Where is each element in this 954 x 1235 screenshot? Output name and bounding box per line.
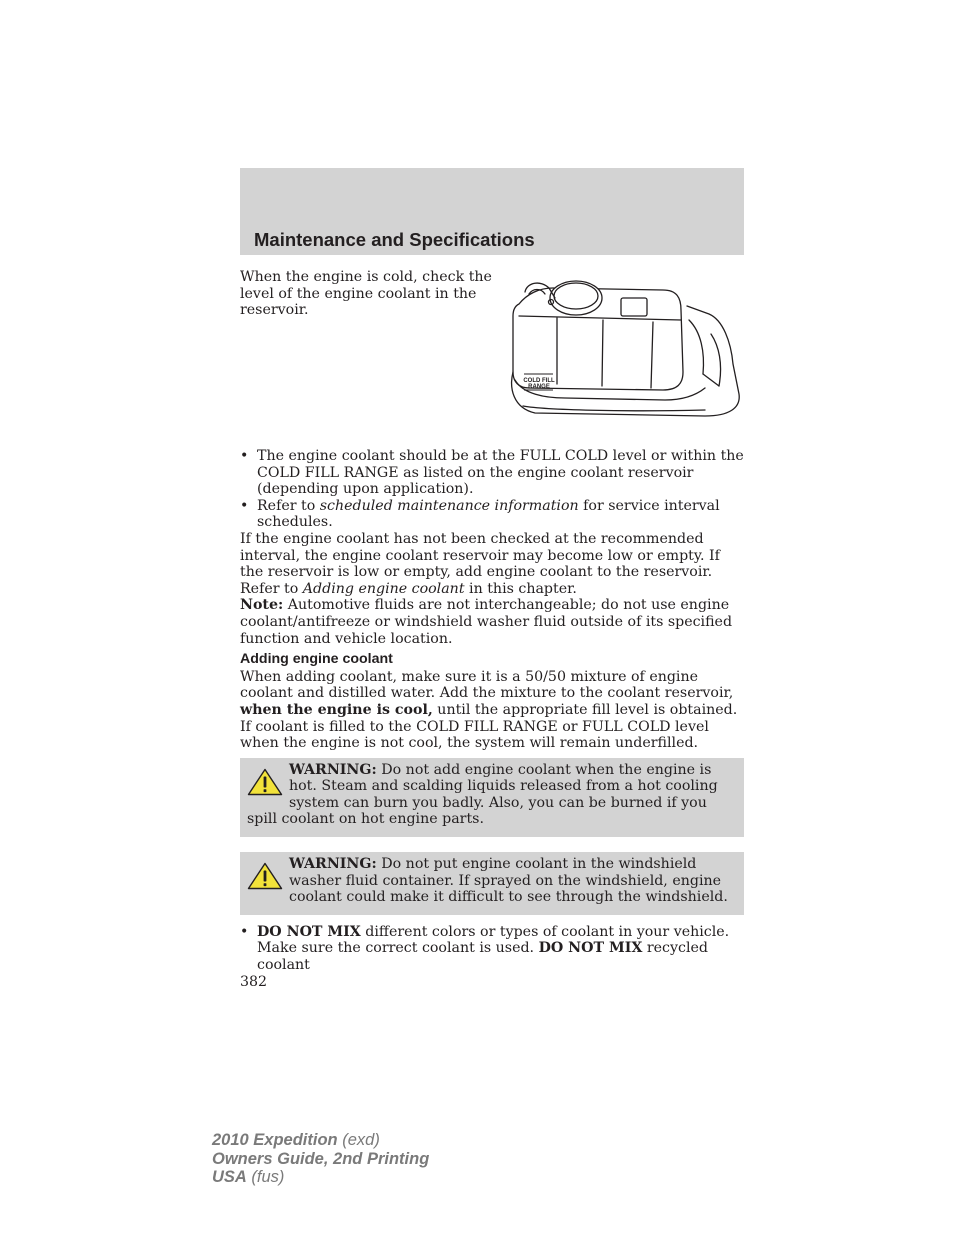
section-title: Maintenance and Specifications [254, 229, 535, 250]
footer-line1 [212, 1131, 429, 1150]
paragraph-text: When adding coolant, make sure it is a 50/50 mixture of engine coolant and distilled water. Add the mixture to the coolant reservoir, [240, 668, 734, 702]
bullet-dot-icon: • [240, 923, 249, 940]
document-footer [212, 1131, 429, 1187]
bullet-item [240, 924, 744, 974]
coolant-reservoir-illustration-icon [505, 276, 743, 422]
footer-market-code: (fus) [246, 1168, 285, 1186]
subheading-adding-coolant: Adding engine coolant [240, 651, 393, 668]
footer-market: USA [212, 1168, 247, 1186]
warning-box [240, 758, 744, 837]
paragraph-adding-coolant [240, 669, 744, 752]
paragraph-text: in this chapter. [464, 580, 577, 597]
cold-fill-label-line2: RANGE [528, 384, 550, 390]
bullet-emphasis: DO NOT MIX [538, 940, 643, 957]
paragraph-text: until the appropriate fill level is obtained. If coolant is filled to the COLD FILL RANGE or FULL COLD level when the engine is not cool, the system will remain underfilled. [240, 701, 738, 752]
paragraph-check-interval [240, 531, 744, 597]
bullet-dot-icon: • [240, 448, 249, 464]
cold-fill-label-line1: COLD FILL [523, 378, 555, 384]
cross-reference: Adding engine coolant [302, 580, 465, 597]
warning-label: WARNING: [289, 856, 377, 873]
bullet-dot-icon: • [240, 497, 249, 514]
bullet-text-italic: scheduled maintenance information [319, 497, 579, 514]
bullet-text: The engine coolant should be at the FULL COLD level or within the COLD FILL RANGE as listed on the engine coolant reservoir (depending upon application). [257, 448, 744, 498]
bullet-text: different colors or types of coolant in your vehicle. Make sure the correct coolant is used. [257, 923, 730, 957]
warning-box [240, 852, 744, 915]
footer-line3 [212, 1168, 429, 1187]
warning-text: Do not add engine coolant when the engine is hot. Steam and scalding liquids released from a hot cooling system can burn you badly. Also, you can be burned if you spill coolant on hot engine parts. [247, 761, 718, 828]
paragraph-emphasis: when the engine is cool, [240, 701, 433, 718]
bullet-item [240, 498, 744, 531]
note-text: Automotive fluids are not interchangeable; do not use engine coolant/antifreeze or windshield washer fluid outside of its specified function and vehicle location. [240, 597, 733, 647]
note-paragraph [240, 597, 744, 647]
coolant-reservoir-figure [505, 276, 743, 422]
warning-triangle-icon [247, 768, 283, 796]
footer-model: 2010 Expedition [212, 1131, 338, 1149]
page-number: 382 [240, 973, 268, 990]
bullet-text-pre: Refer to [257, 497, 320, 514]
main-content [240, 448, 744, 990]
footer-model-code: (exd) [337, 1131, 380, 1149]
warning-text: Do not put engine coolant in the windshield washer fluid container. If sprayed on the windshield, engine coolant could make it difficult to see through the windshield. [289, 856, 728, 906]
bullet-item [240, 448, 744, 498]
warning-triangle-icon [247, 862, 283, 890]
intro-paragraph: When the engine is cold, check the level of the engine coolant in the reservoir. [240, 269, 492, 319]
paragraph-text: If the engine coolant has not been checked at the recommended interval, the engine coolant reservoir may become low or empty. If the reservoir is low or empty, add engine coolant to the reservoir. Refer to [240, 530, 720, 597]
bullet-text-post: for service interval schedules. [257, 497, 720, 531]
bullet-emphasis: DO NOT MIX [257, 923, 361, 940]
footer-line2: Owners Guide, 2nd Printing [212, 1149, 430, 1168]
note-label: Note: [240, 597, 284, 614]
section-header-band [240, 168, 744, 255]
bullet-text: recycled coolant [257, 940, 708, 974]
warning-label: WARNING: [289, 761, 377, 778]
